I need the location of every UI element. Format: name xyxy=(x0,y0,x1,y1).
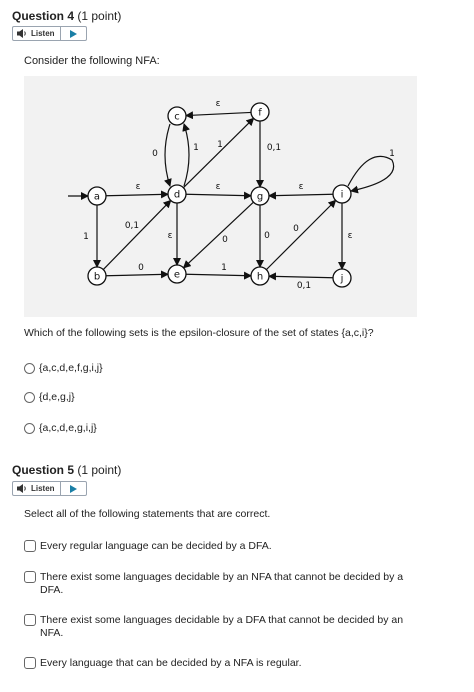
question-points: (1 point) xyxy=(77,463,122,477)
question-number: Question 5 xyxy=(12,463,75,477)
answer-option-2[interactable] xyxy=(24,391,75,403)
checkbox[interactable] xyxy=(24,657,36,669)
question-points: (1 point) xyxy=(77,9,122,23)
transition-label-fc: ε xyxy=(215,99,221,109)
checkbox[interactable] xyxy=(24,571,36,583)
answer-option-3[interactable] xyxy=(24,422,97,434)
option-label: {d,e,g,j} xyxy=(39,391,75,403)
listen-button[interactable] xyxy=(12,481,87,496)
question-4-prompt: Consider the following NFA: xyxy=(24,55,160,67)
state-label-e: e xyxy=(173,269,181,281)
state-label-a: a xyxy=(93,191,101,203)
statement-option-4[interactable] xyxy=(24,657,404,670)
checkbox[interactable] xyxy=(24,540,36,552)
option-text-line: DFA. xyxy=(40,584,64,596)
state-label-j: j xyxy=(340,273,344,285)
listen-label: Listen xyxy=(31,27,61,40)
transition-label-fg: 0,1 xyxy=(266,143,282,153)
transition-arrow-d-c xyxy=(184,124,189,186)
option-text-line: NFA. xyxy=(40,627,64,639)
transition-label-ab: 1 xyxy=(83,232,89,242)
transition-label-gh: 0 xyxy=(264,231,270,241)
transition-label-ii: 1 xyxy=(389,149,395,159)
listen-button[interactable] xyxy=(12,26,87,41)
state-label-g: g xyxy=(256,191,264,203)
transition-arrow-d-f xyxy=(183,118,253,187)
question-4-text: Which of the following sets is the epsilon-closure of the set of states {a,c,i}? xyxy=(24,327,374,339)
transition-arrow-b-d xyxy=(103,200,170,269)
transition-label-dc: 1 xyxy=(193,143,199,153)
transition-arrow-i-i xyxy=(348,156,394,191)
transition-arrow-b-e xyxy=(106,274,168,276)
option-text-line: There exist some languages decidable by a DFA that cannot be decided by an xyxy=(40,614,404,626)
nfa-diagram xyxy=(24,76,417,317)
play-icon[interactable] xyxy=(61,485,86,493)
transition-label-cd: 0 xyxy=(152,149,158,159)
option-text-line: There exist some languages decidable by an NFA that cannot be decided by a xyxy=(40,571,404,583)
transition-arrow-e-h xyxy=(186,274,251,276)
option-label xyxy=(40,571,403,597)
transition-arrow-f-c xyxy=(186,112,251,115)
nfa-graph xyxy=(24,76,417,317)
transition-label-ge: 0 xyxy=(222,235,228,245)
transition-arrow-g-e xyxy=(184,202,254,268)
radio-button[interactable] xyxy=(24,423,35,434)
transition-label-dg: ε xyxy=(215,182,221,192)
question-number: Question 4 xyxy=(12,9,75,23)
transition-arrow-i-g xyxy=(269,194,333,196)
transition-arrow-c-d xyxy=(165,124,170,186)
option-label xyxy=(40,614,403,640)
state-label-f: f xyxy=(258,107,262,119)
question-5-prompt: Select all of the following statements that are correct. xyxy=(24,508,271,520)
transition-label-df: 1 xyxy=(217,140,223,150)
transition-arrow-d-g xyxy=(186,194,251,196)
transition-label-jh: 0,1 xyxy=(296,281,312,291)
question-4-title xyxy=(12,9,121,23)
option-text-line: Every regular language can be decided by a DFA. xyxy=(40,540,272,552)
state-label-h: h xyxy=(256,271,264,283)
listen-label: Listen xyxy=(31,482,61,495)
transition-label-bd: 0,1 xyxy=(124,221,140,231)
option-label xyxy=(40,657,302,670)
speaker-icon xyxy=(17,484,28,493)
transition-label-ij: ε xyxy=(347,231,353,241)
question-5-title xyxy=(12,463,121,477)
option-text-line: Every language that can be decided by a NFA is regular. xyxy=(40,657,302,669)
transition-label-ad: ε xyxy=(135,182,141,192)
state-label-c: c xyxy=(174,111,180,123)
transition-arrow-h-i xyxy=(266,200,335,269)
statement-option-1[interactable] xyxy=(24,540,404,553)
state-label-d: d xyxy=(173,189,181,201)
state-label-i: i xyxy=(340,189,344,201)
statement-option-2[interactable] xyxy=(24,571,404,597)
transition-label-be: 0 xyxy=(138,263,144,273)
transition-arrow-j-h xyxy=(269,276,333,278)
radio-button[interactable] xyxy=(24,363,35,374)
transition-label-eh: 1 xyxy=(221,263,227,273)
checkbox[interactable] xyxy=(24,614,36,626)
option-label xyxy=(40,540,272,553)
speaker-icon xyxy=(17,29,28,38)
transition-label-de: ε xyxy=(167,231,173,241)
transition-label-ig: ε xyxy=(298,182,304,192)
statement-option-3[interactable] xyxy=(24,614,404,640)
transition-arrow-a-d xyxy=(106,194,168,196)
transition-label-hi: 0 xyxy=(293,224,299,234)
option-label: {a,c,d,e,g,i,j} xyxy=(39,422,97,434)
state-label-b: b xyxy=(93,271,101,283)
radio-button[interactable] xyxy=(24,392,35,403)
play-icon[interactable] xyxy=(61,30,86,38)
option-label: {a,c,d,e,f,g,i,j} xyxy=(39,362,103,374)
answer-option-1[interactable] xyxy=(24,362,103,374)
